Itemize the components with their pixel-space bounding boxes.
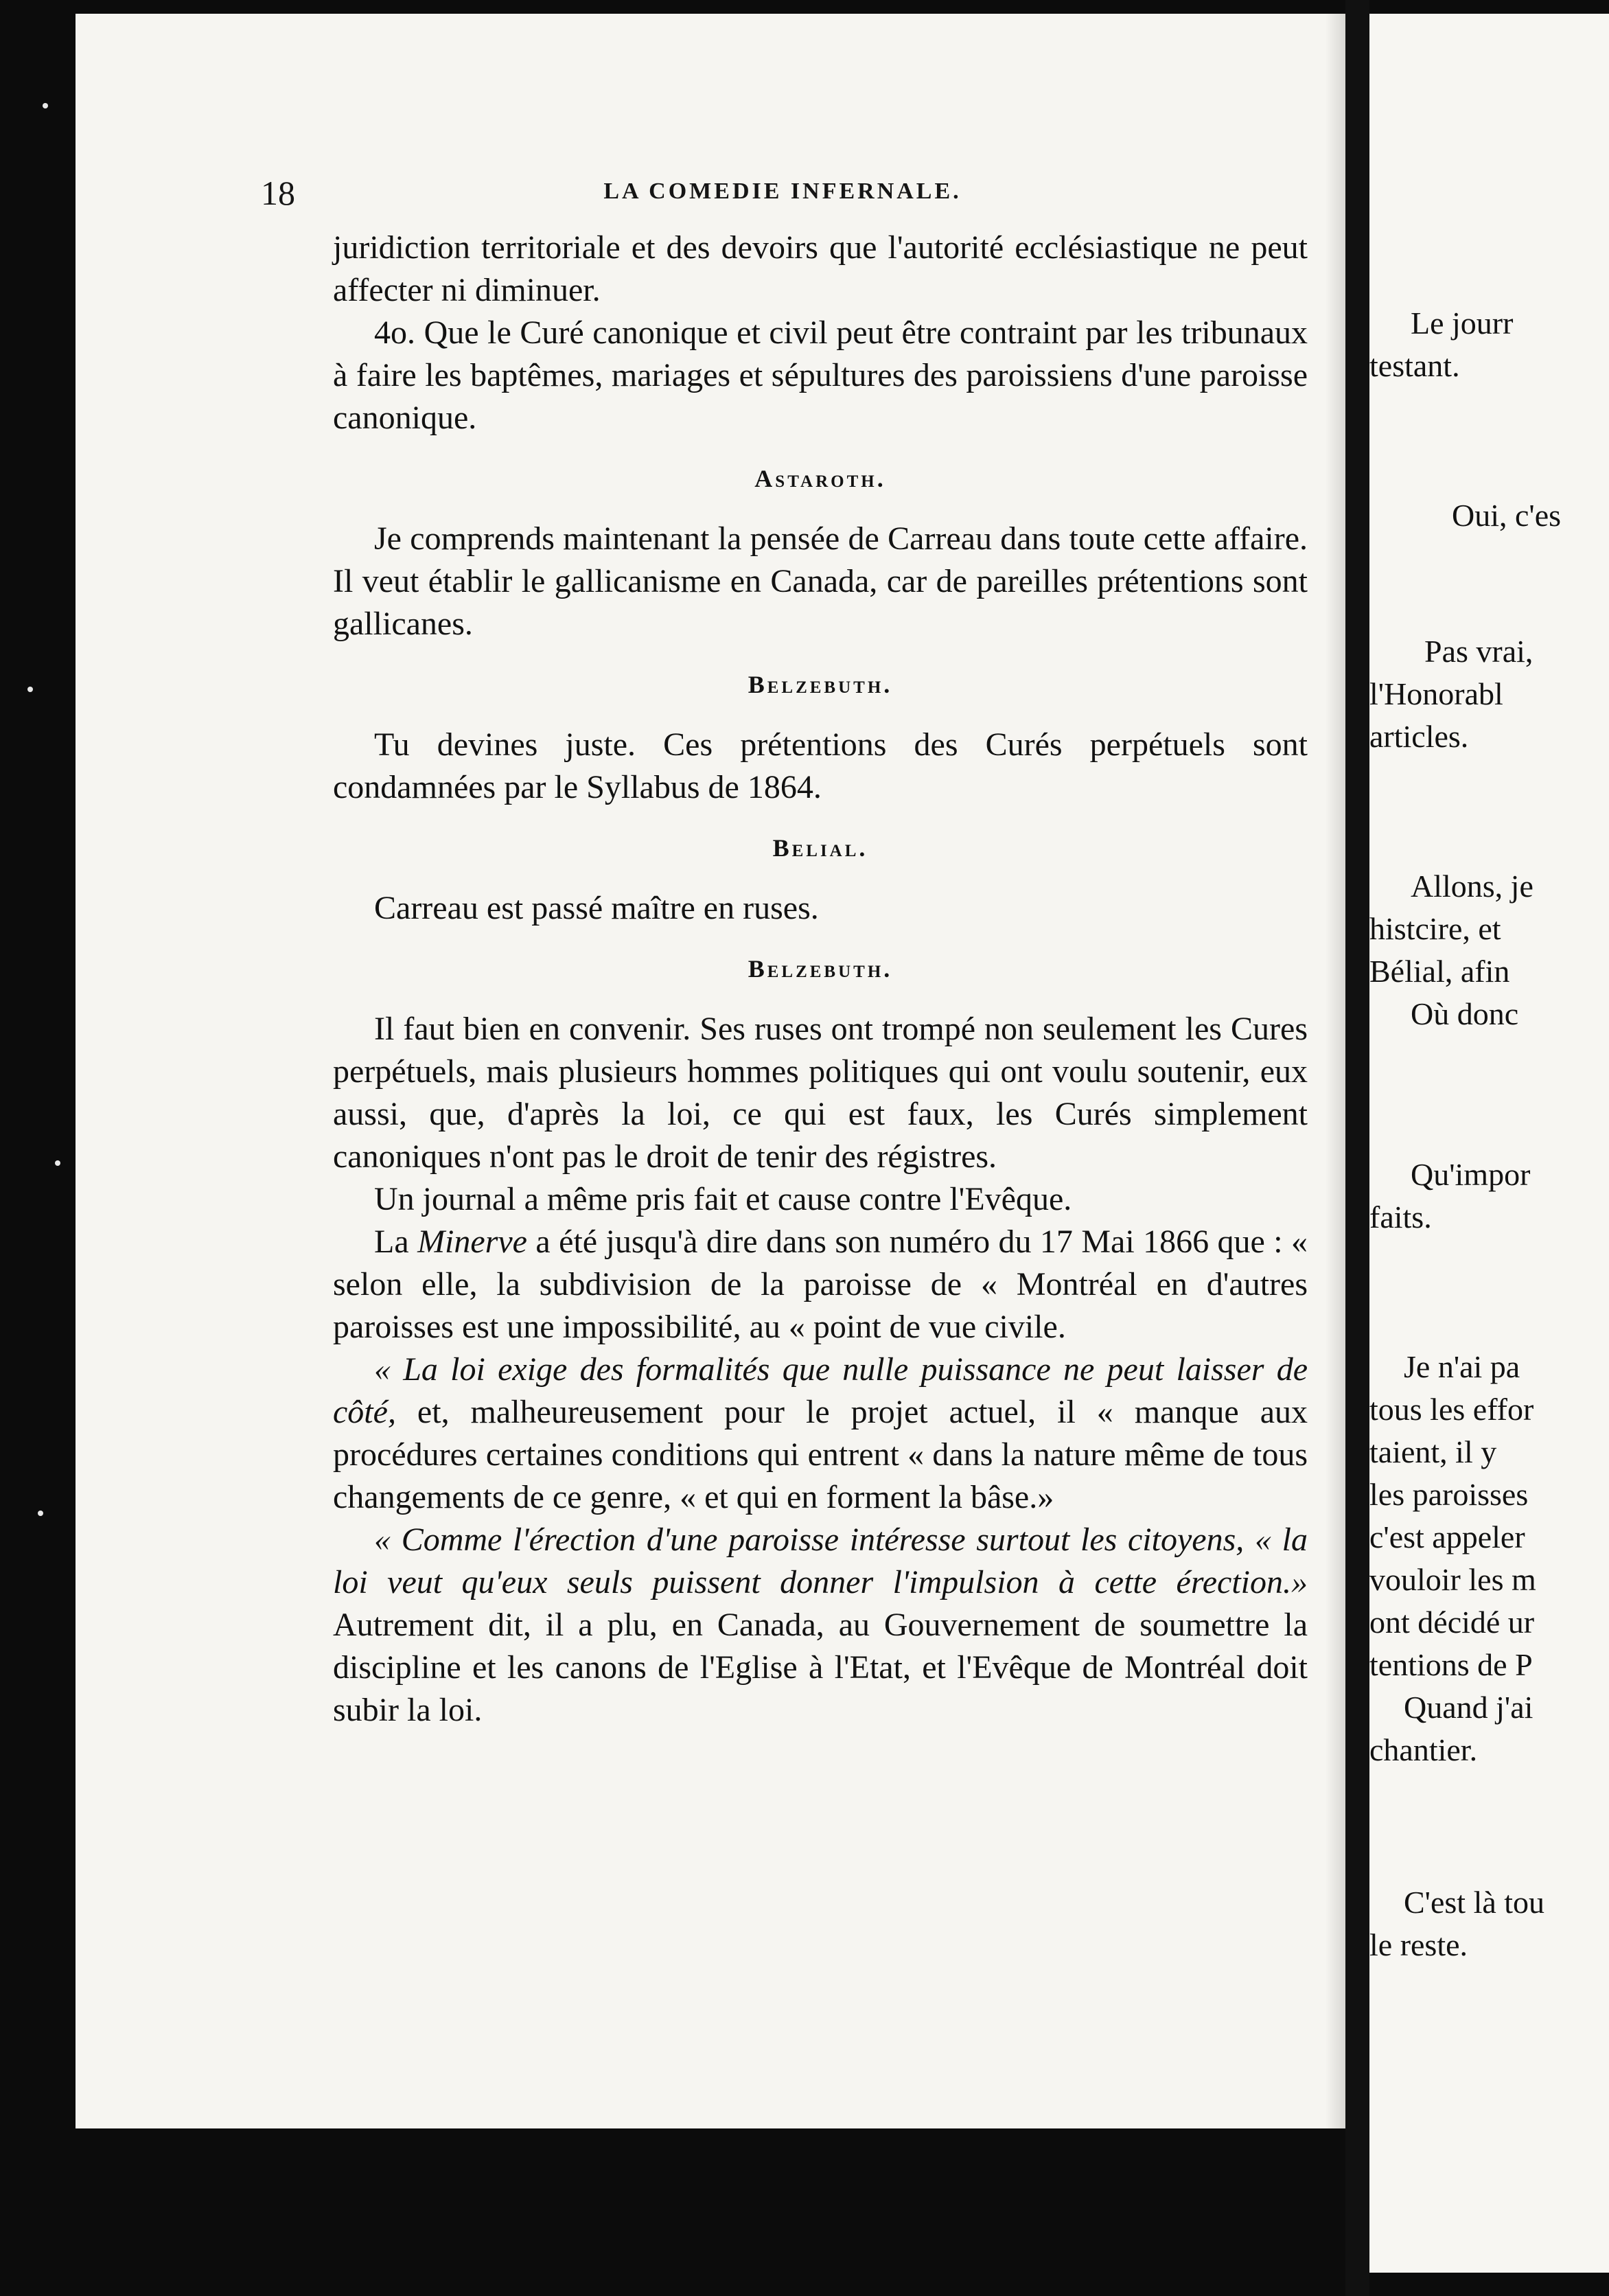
right-page-line: Pas vrai, — [1424, 634, 1533, 669]
right-page-line: Bélial, afin — [1369, 954, 1510, 989]
right-page-line: c'est appeler — [1369, 1519, 1525, 1554]
speaker-name: Astaroth. — [754, 465, 886, 492]
scan-speck — [55, 1160, 60, 1166]
right-page-line: faits. — [1369, 1199, 1432, 1235]
right-page — [1369, 14, 1609, 2273]
right-page-line: l'Honorabl — [1369, 676, 1503, 711]
quotation-law-formalities — [333, 1348, 1308, 1519]
quotation-parish-erection — [333, 1519, 1308, 1732]
page-number: 18 — [261, 174, 295, 212]
right-page-line: articles. — [1369, 719, 1469, 754]
paragraph: juridiction territoriale et des devoirs que l'autorité ecclésiastique ne peut affecter ni diminuer. — [333, 229, 1308, 308]
quote2-roman: Autrement dit, il a plu, en Canada, au Gouvernement de soumettre la discipline et les canons de l'Eglise à l'Etat, et l'Evêque de Montréal doit subir la loi. — [333, 1607, 1308, 1728]
quote1-roman: et, malheureusement pour le projet actuel, il « manque aux procédures certaines conditions qui entrent « dans la nature même de tous changements de ce genre, « et qui en forment la bâse.» — [333, 1394, 1308, 1515]
minerve-paragraph — [333, 1221, 1308, 1348]
quote2-italic: « Comme l'érection d'une paroisse intéresse surtout les citoyens, « la loi veut qu'eux seuls puissent donner l'impulsion à cette érection.» — [333, 1522, 1308, 1600]
dialogue-blocks — [333, 227, 1308, 1221]
scan-speck — [38, 1511, 43, 1516]
right-page-line: C'est là tou — [1404, 1885, 1545, 1920]
scan-speck — [27, 687, 33, 692]
paragraph: 4o. Que le Curé canonique et civil peut être contraint par les tribunaux à faire les baptêmes, mariages et sépultures des paroissiens d'une paroisse canonique. — [333, 314, 1308, 436]
right-page-line: histcire, et — [1369, 911, 1501, 946]
right-page-line: le reste. — [1369, 1927, 1468, 1962]
paragraph: Je comprends maintenant la pensée de Carreau dans toute cette affaire. Il veut établir le gallicanisme en Canada, car de pareilles prétentions sont gallicanes. — [333, 520, 1308, 642]
book-gutter — [1345, 0, 1369, 2296]
running-head — [261, 173, 1304, 214]
speaker-name: Belial. — [772, 834, 868, 862]
right-page-line: Oui, c'es — [1452, 498, 1562, 533]
right-page-line: vouloir les m — [1369, 1562, 1536, 1597]
running-title: LA COMEDIE INFERNALE. — [603, 179, 962, 204]
right-page-line: Qu'impor — [1411, 1157, 1531, 1192]
right-page-line: Quand j'ai — [1404, 1690, 1533, 1725]
speaker-name: Belzebuth. — [748, 671, 893, 698]
newspaper-title: Minerve — [417, 1224, 527, 1260]
minerve-after: a été jusqu'à dire dans son numéro du 17 Mai 1866 que : « selon elle, la subdivision de la paroisse de « Montréal en d'autres paroisses est une impossibilité, au « point de vue civile. — [333, 1224, 1308, 1345]
paragraph: Un journal a même pris fait et cause contre l'Evêque. — [374, 1181, 1072, 1217]
right-page-line: les paroisses — [1369, 1477, 1529, 1512]
right-page-line: testant. — [1369, 348, 1460, 383]
right-page-line: chantier. — [1369, 1732, 1478, 1767]
right-page-line: Je n'ai pa — [1404, 1349, 1520, 1384]
paragraph: Il faut bien en convenir. Ses ruses ont trompé non seulement les Cures perpétuels, mais plusieurs hommes politiques qui ont voulu soutenir, eux aussi, que, d'après la loi, ce qui est faux, les Curés simplement canoniques n'ont pas le droit de tenir des régistres. — [333, 1011, 1308, 1175]
right-page-line: taient, il y — [1369, 1434, 1497, 1469]
paragraph: Carreau est passé maître en ruses. — [374, 890, 819, 926]
scan-speck — [43, 103, 48, 108]
right-page-line: tous les effor — [1369, 1392, 1534, 1427]
right-page-line: tentions de P — [1369, 1647, 1533, 1682]
left-page-text — [333, 227, 1308, 1732]
minerve-before: La — [374, 1224, 418, 1260]
right-page-line: Où donc — [1411, 996, 1519, 1031]
speaker-name: Belzebuth. — [748, 955, 893, 983]
right-page-line: Le jourr — [1411, 306, 1514, 341]
paragraph: Tu devines juste. Ces prétentions des Curés perpétuels sont condamnées par le Syllabus de 1864. — [333, 726, 1308, 805]
right-page-line: ont décidé ur — [1369, 1605, 1535, 1640]
quote1-italic: « La loi exige des formalités que nulle puissance ne peut laisser de côté, — [333, 1351, 1308, 1430]
right-page-line: Allons, je — [1411, 869, 1533, 904]
